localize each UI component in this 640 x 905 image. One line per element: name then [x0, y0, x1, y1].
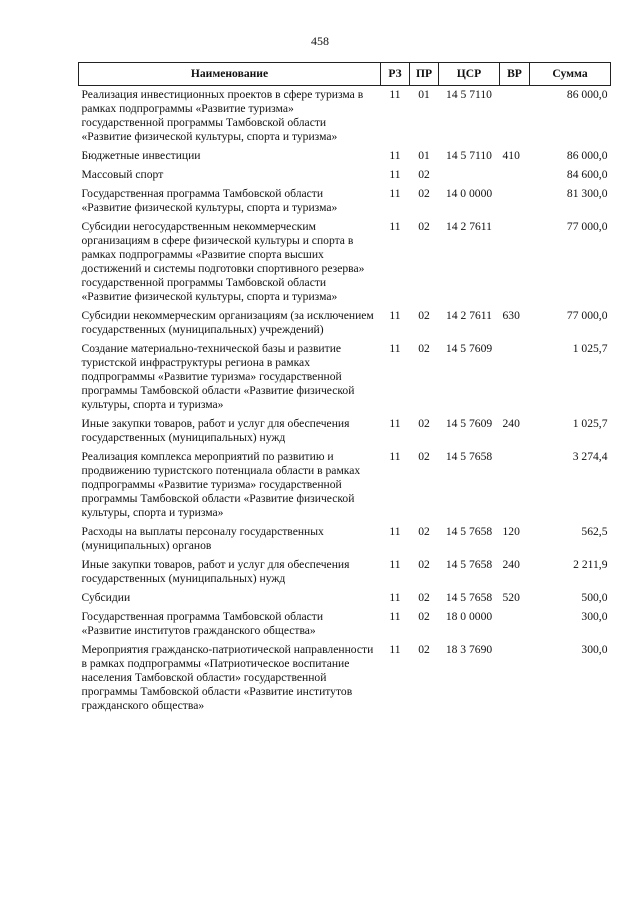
cell-name: Массовый спорт	[81, 168, 164, 181]
cell-name: Мероприятия гражданско-патриотической направленности в рамках подпрограммы «Патриотическое воспитание населения Тамбовской области» государственной программы Тамбовской области «Развитие институтов гражданского общества»	[81, 643, 374, 712]
cell-name: Расходы на выплаты персоналу государственных (муниципальных) органов	[81, 525, 324, 552]
cell-csr: 14 0 0000	[445, 187, 493, 200]
cell-rz: 11	[389, 309, 401, 322]
cell-sum: 77 000,0	[566, 220, 608, 233]
cell-pr: 02	[418, 558, 430, 571]
cell-name: Создание материально-технической базы и развитие туристской инфраструктуры региона в рамках подпрограммы «Развитие туризма» государственной программы Тамбовской области «Развитие физической культуры, спорта и туризма»	[81, 342, 355, 411]
table-row	[79, 168, 611, 187]
cell-pr: 02	[418, 342, 430, 355]
header-row	[79, 63, 611, 86]
cell-csr	[439, 168, 500, 187]
table-header	[79, 63, 611, 86]
cell-name: Иные закупки товаров, работ и услуг для обеспечения государственных (муниципальных) нужд	[81, 558, 350, 585]
cell-sum: 300,0	[581, 643, 608, 656]
cell-name: Иные закупки товаров, работ и услуг для обеспечения государственных (муниципальных) нужд	[81, 417, 350, 444]
cell-sum: 562,5	[581, 525, 608, 538]
cell-vr: 120	[502, 525, 520, 538]
table-row	[79, 417, 611, 450]
table-row	[79, 342, 611, 417]
table-row	[79, 86, 611, 150]
cell-rz: 11	[389, 342, 401, 355]
budget-table	[78, 62, 611, 718]
header-vr: ВР	[500, 63, 530, 86]
cell-rz: 11	[389, 149, 401, 162]
cell-vr: 520	[502, 591, 520, 604]
cell-csr: 14 5 7658	[445, 591, 493, 604]
cell-pr: 02	[418, 591, 430, 604]
table-body	[79, 86, 611, 719]
cell-csr: 14 5 7110	[446, 149, 492, 162]
cell-vr	[500, 450, 530, 525]
cell-csr: 14 5 7658	[445, 558, 493, 571]
cell-pr: 02	[418, 309, 430, 322]
cell-sum: 1 025,7	[572, 342, 608, 355]
cell-sum: 86 000,0	[566, 88, 608, 101]
cell-sum: 500,0	[581, 591, 608, 604]
cell-pr: 02	[418, 643, 430, 656]
cell-name: Государственная программа Тамбовской области «Развитие физической культуры, спорта и туризма»	[81, 187, 338, 214]
cell-name: Субсидии негосударственным некоммерческим организациям в сфере физической культуры и спорта в рамках подпрограммы «Развитие спорта высших достижений и системы подготовки спортивного резерва» государственной программы Тамбовской области «Развитие физической культуры, спорта и туризма»	[81, 220, 365, 303]
cell-vr	[500, 610, 530, 643]
cell-vr	[500, 643, 530, 718]
cell-csr: 14 2 7611	[446, 309, 492, 322]
cell-pr: 02	[418, 525, 430, 538]
table-row	[79, 450, 611, 525]
cell-vr	[500, 168, 530, 187]
cell-rz: 11	[389, 525, 401, 538]
cell-sum: 77 000,0	[566, 309, 608, 322]
cell-rz: 11	[389, 88, 401, 101]
cell-pr: 02	[418, 187, 430, 200]
cell-sum: 84 600,0	[566, 168, 608, 181]
cell-csr: 14 5 7110	[446, 88, 492, 101]
header-csr: ЦСР	[439, 63, 500, 86]
cell-sum: 300,0	[581, 610, 608, 623]
cell-vr: 630	[502, 309, 520, 322]
header-sum: Сумма	[530, 63, 611, 86]
cell-rz: 11	[389, 558, 401, 571]
page-number: 458	[311, 34, 329, 48]
cell-rz: 11	[389, 187, 401, 200]
cell-pr: 02	[418, 610, 430, 623]
header-name: Наименование	[79, 63, 381, 86]
cell-sum: 81 300,0	[566, 187, 608, 200]
cell-csr: 14 5 7658	[445, 450, 493, 463]
cell-rz: 11	[389, 220, 401, 233]
cell-name: Реализация комплекса мероприятий по развитию и продвижению туристского потенциала области в рамках подпрограммы «Развитие туризма» государственной программы Тамбовской области «Развитие физической культуры, спорта и туризма»	[81, 450, 361, 519]
cell-csr: 18 3 7690	[445, 643, 493, 656]
cell-vr	[500, 86, 530, 150]
cell-rz: 11	[389, 450, 401, 463]
table-row	[79, 525, 611, 558]
table-row	[79, 610, 611, 643]
cell-csr: 14 2 7611	[446, 220, 492, 233]
cell-pr: 02	[418, 450, 430, 463]
cell-name: Государственная программа Тамбовской области «Развитие институтов гражданского общества»	[81, 610, 324, 637]
cell-sum: 86 000,0	[566, 149, 608, 162]
cell-name: Реализация инвестиционных проектов в сфере туризма в рамках подпрограммы «Развитие туризма» государственной программы Тамбовской области «Развитие физической культуры, спорта и туризма»	[81, 88, 364, 143]
cell-csr: 14 5 7609	[445, 417, 493, 430]
cell-sum: 3 274,4	[572, 450, 608, 463]
header-pr: ПР	[410, 63, 439, 86]
cell-vr: 240	[502, 558, 520, 571]
cell-sum: 2 211,9	[573, 558, 608, 571]
cell-vr	[500, 342, 530, 417]
cell-rz: 11	[389, 168, 401, 181]
table-row	[79, 558, 611, 591]
cell-pr: 01	[418, 88, 430, 101]
table-row	[79, 149, 611, 168]
table-row	[79, 309, 611, 342]
cell-rz: 11	[389, 417, 401, 430]
cell-vr: 240	[502, 417, 520, 430]
table-row	[79, 187, 611, 220]
cell-rz: 11	[389, 643, 401, 656]
cell-name: Субсидии	[81, 591, 131, 604]
cell-pr: 02	[418, 168, 430, 181]
cell-name: Бюджетные инвестиции	[81, 149, 201, 162]
cell-sum: 1 025,7	[572, 417, 608, 430]
table-row	[79, 643, 611, 718]
cell-csr: 18 0 0000	[445, 610, 493, 623]
cell-csr: 14 5 7609	[445, 342, 493, 355]
cell-csr: 14 5 7658	[445, 525, 493, 538]
cell-vr	[500, 220, 530, 309]
header-rz: РЗ	[381, 63, 410, 86]
cell-rz: 11	[389, 610, 401, 623]
cell-pr: 01	[418, 149, 430, 162]
cell-pr: 02	[418, 417, 430, 430]
table-row	[79, 591, 611, 610]
cell-pr: 02	[418, 220, 430, 233]
cell-rz: 11	[389, 591, 401, 604]
cell-vr: 410	[502, 149, 520, 162]
cell-name: Субсидии некоммерческим организациям (за исключением государственных (муниципальных) учреждений)	[81, 309, 374, 336]
table-row	[79, 220, 611, 309]
cell-vr	[500, 187, 530, 220]
